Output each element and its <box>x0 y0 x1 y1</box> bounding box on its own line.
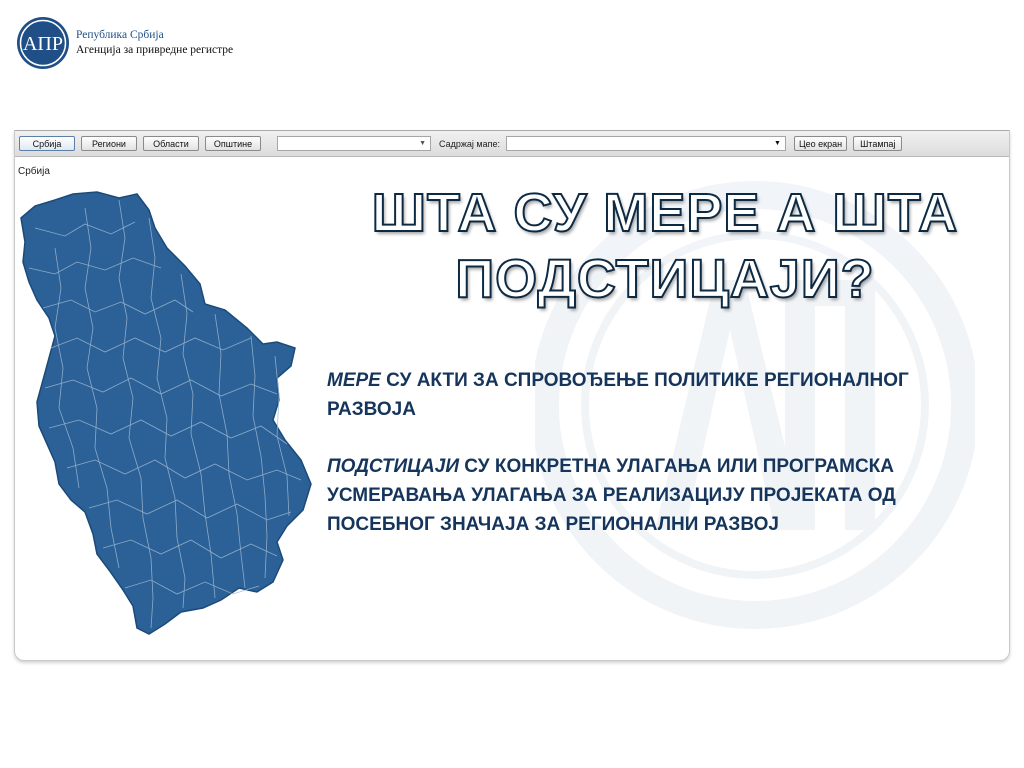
chevron-down-icon: ▼ <box>419 140 426 147</box>
slide-headline <box>315 180 1010 312</box>
measures-text: СУ АКТИ ЗА СПРОВОЂЕЊЕ ПОЛИТИКЕ РЕГИОНАЛНОГ РАЗВОЈА <box>327 370 909 420</box>
headline-line-2: ПОДСТИЦАЈИ? <box>455 249 875 309</box>
map-breadcrumb: Србија <box>18 166 50 177</box>
fullscreen-button[interactable]: Цео екран <box>794 136 847 151</box>
level-button-districts[interactable]: Области <box>143 136 199 151</box>
print-button[interactable]: Штампај <box>853 136 902 151</box>
region-select[interactable] <box>277 136 431 151</box>
org-name: Агенција за привредне регистре <box>76 44 234 56</box>
map-content-select[interactable] <box>506 136 786 151</box>
incentives-term: ПОДСТИЦАЈИ <box>327 456 459 477</box>
serbia-map[interactable] <box>15 188 315 638</box>
apr-logo-icon <box>16 16 70 70</box>
incentives-definition <box>327 452 967 539</box>
measures-term: МЕРЕ <box>327 370 381 391</box>
measures-definition <box>327 366 967 424</box>
headline-line-1: ШТА СУ МЕРЕ А ШТА <box>371 183 959 243</box>
chevron-down-icon: ▼ <box>774 140 781 147</box>
logo-letters: АПР <box>22 33 64 55</box>
org-country: Република Србија <box>76 29 164 41</box>
map-content-label: Садржај мапе: <box>439 138 500 149</box>
level-button-serbia[interactable]: Србија <box>19 136 75 151</box>
incentives-text: СУ КОНКРЕТНА УЛАГАЊА ИЛИ ПРОГРАМСКА УСМЕРАВАЊА УЛАГАЊА ЗА РЕАЛИЗАЦИЈУ ПРОЈЕКАТА ОД ПОСЕБНОГ ЗНАЧАЈА ЗА РЕГИОНАЛНИ РАЗВОЈ <box>327 456 896 535</box>
map-toolbar <box>15 130 1009 157</box>
apr-logo <box>16 16 233 70</box>
map-viewer-window <box>14 130 1010 661</box>
level-button-municipalities[interactable]: Општине <box>205 136 261 151</box>
level-button-regions[interactable]: Региони <box>81 136 137 151</box>
